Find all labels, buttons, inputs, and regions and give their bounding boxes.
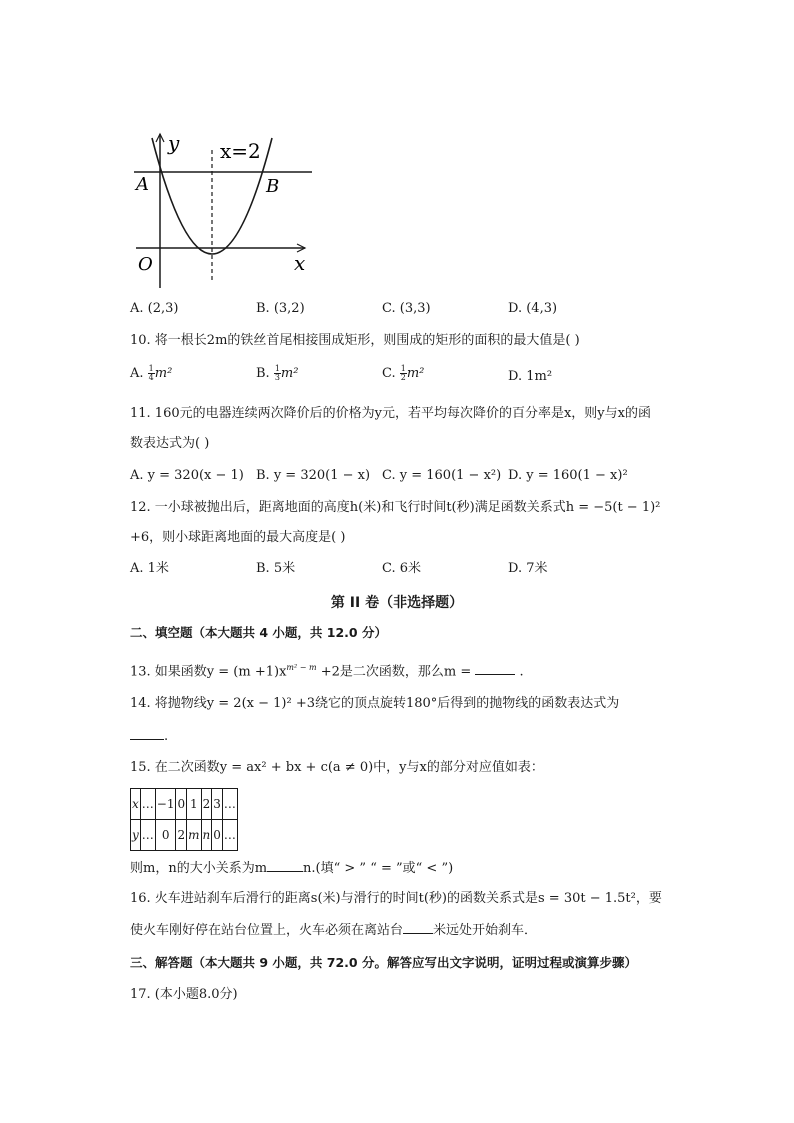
figure-label-origin: O — [138, 254, 153, 275]
q14-line2: . — [130, 725, 168, 747]
q12-line1: 12. 一小球被抛出后，距离地面的高度h(米)和飞行时间t(秒)满足函数关系式h = −5(t − 1)² — [130, 500, 661, 515]
table-cell: 2 — [201, 789, 212, 820]
q10-text: 10. 将一根长2m的铁丝首尾相接围成矩形，则围成的矩形的面积的最大值是( ) — [130, 333, 580, 348]
section3-heading: 三、解答题（本大题共 9 小题，共 72.0 分。解答应写出文字说明，证明过程或演算步骤） — [130, 955, 637, 970]
q16-blank[interactable] — [403, 919, 433, 934]
section2-heading: 二、填空题（本大题共 4 小题，共 12.0 分） — [130, 625, 387, 640]
q10-option-d: D. 1m² — [508, 369, 553, 384]
table-cell: 3 — [212, 789, 223, 820]
q10-option-b: B. $\frac{1}{3}$ m² — [256, 364, 299, 382]
q11-option-b: B. y = 320(1 − x) — [256, 468, 371, 483]
q11-option-d: D. y = 160(1 − x)² — [508, 468, 628, 483]
table-cell: … — [222, 789, 237, 820]
table-cell: 2 — [176, 820, 187, 851]
table-cell: 0 — [176, 789, 187, 820]
q13-blank[interactable] — [475, 660, 515, 675]
table-cell: 0 — [155, 820, 176, 851]
q15-blank[interactable] — [267, 857, 303, 872]
q14-blank[interactable] — [130, 725, 164, 740]
table-cell: … — [140, 820, 155, 851]
table-cell: −1 — [155, 789, 176, 820]
table-row-x — [131, 789, 238, 820]
table-cell: 1 — [187, 789, 201, 820]
q15-line2: 则m，n的大小关系为m n.(填“ > ” “ = ”或“ < ”) — [130, 857, 453, 879]
q12-line2: +6，则小球距离地面的最大高度是( ) — [130, 530, 346, 545]
q9-option-d: D. (4,3) — [508, 301, 558, 316]
table-cell: x — [131, 789, 141, 820]
q13-text: 13. 如果函数$y = (m +1)x^{m^2 - m} +2$是二次函数，那么m = . — [130, 658, 524, 682]
part2-title: 第 II 卷（非选择题） — [330, 595, 464, 611]
table-cell: … — [140, 789, 155, 820]
q16-line2: 使火车刚好停在站台位置上，火车必须在离站台 米远处开始刹车． — [130, 919, 537, 941]
q9-option-a: A. (2,3) — [130, 301, 179, 316]
figure-label-a: A — [136, 174, 149, 195]
q10-option-c: C. $\frac{1}{2}$ m² — [382, 364, 425, 382]
q14-line1: 14. 将抛物线y = 2(x − 1)² +3绕它的顶点旋转180°后得到的抛物线的函数表达式为 — [130, 696, 620, 711]
q11-option-a: A. y = 320(x − 1) — [130, 468, 244, 483]
figure-label-x: x — [294, 251, 306, 275]
q17-text: 17. (本小题8.0分) — [130, 987, 238, 1002]
q12-option-b: B. 5米 — [256, 561, 296, 576]
q16-line1: 16. 火车进站刹车后滑行的距离s(米)与滑行的时间t(秒)的函数关系式是s = 30t − 1.5t²，要 — [130, 891, 662, 906]
q15-line1: 15. 在二次函数y = ax² + bx + c(a ≠ 0)中，y与x的部分对应值如表： — [130, 760, 544, 775]
figure-label-axis-line: x=2 — [220, 139, 261, 163]
table-cell: m — [187, 820, 201, 851]
q12-option-d: D. 7米 — [508, 561, 548, 576]
q11-option-c: C. y = 160(1 − x²) — [382, 468, 502, 483]
q10-option-a: A. $\frac{1}{4}$ m² — [130, 364, 173, 382]
table-cell: … — [222, 820, 237, 851]
q12-option-a: A. 1米 — [130, 561, 169, 576]
table-cell: 0 — [212, 820, 223, 851]
q11-line1: 11. 160元的电器连续两次降价后的价格为y元，若平均每次降价的百分率是x，则y与x的函 — [130, 406, 651, 421]
q9-option-b: B. (3,2) — [256, 301, 305, 316]
q9-option-c: C. (3,3) — [382, 301, 431, 316]
table-row-y — [131, 820, 238, 851]
figure-label-b: B — [266, 176, 280, 197]
q11-line2: 数表达式为( ) — [130, 436, 210, 451]
q12-option-c: C. 6米 — [382, 561, 422, 576]
table-cell: n — [201, 820, 212, 851]
parabola-figure — [130, 130, 315, 290]
table-cell: y — [131, 820, 141, 851]
value-table — [130, 788, 238, 851]
figure-label-y: y — [168, 131, 180, 155]
